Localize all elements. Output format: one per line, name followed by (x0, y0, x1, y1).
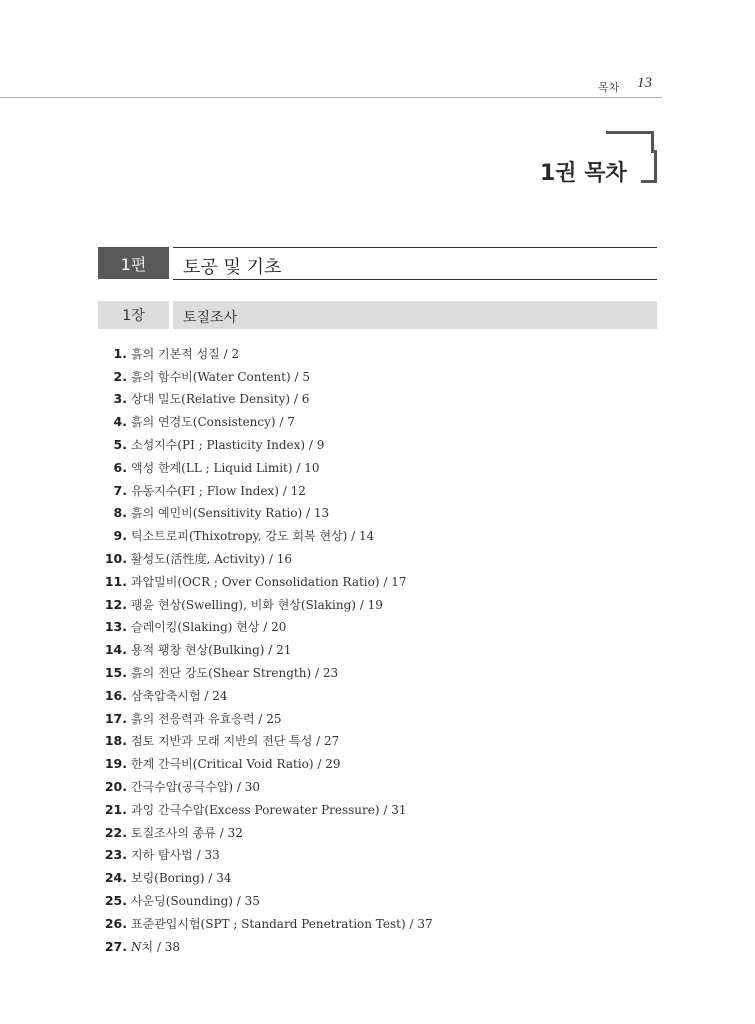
toc-item-text: 점토 지반과 모래 지반의 전단 특성 / 27 (131, 734, 340, 749)
toc-item-text: 보링(Boring) / 34 (131, 871, 232, 886)
toc-item-text-rest: 치 / 38 (141, 939, 181, 954)
toc-item-number: 25. (104, 893, 127, 909)
toc-item-number: 22. (104, 824, 127, 840)
toc-item-text: 흙의 함수비(Water Content) / 5 (131, 369, 310, 384)
toc-item-text: 흙의 예민비(Sensitivity Ratio) / 13 (131, 506, 330, 521)
toc-item[interactable] (90, 707, 660, 730)
toc-item-number: 12. (104, 596, 127, 612)
toc-item[interactable] (90, 593, 660, 616)
toc-item-text: 과잉 간극수압(Excess Porewater Pressure) / 31 (131, 802, 407, 817)
toc-item[interactable] (90, 730, 660, 753)
toc-item[interactable] (90, 433, 660, 456)
toc-item-text: 흙의 전응력과 유효응력 / 25 (131, 711, 282, 726)
toc-item-number: 23. (104, 847, 127, 863)
toc-item[interactable] (90, 798, 660, 821)
toc-item-text: 슬레이킹(Slaking) 현상 / 20 (131, 620, 287, 635)
toc-item-number: 3. (113, 391, 127, 407)
toc-item-text: 소성지수(PI ; Plasticity Index) / 9 (131, 438, 325, 453)
chapter-title: 토질조사 (183, 310, 238, 326)
toc-item-number: 8. (113, 505, 127, 521)
toc-item-text: 유동지수(FI ; Flow Index) / 12 (131, 483, 306, 498)
toc-item-text: 토질조사의 종류 / 32 (131, 825, 243, 840)
toc-item-number: 21. (104, 801, 127, 817)
toc-item-text: 용적 팽창 현상(Bulking) / 21 (131, 643, 292, 658)
part-rule-bottom (173, 279, 657, 280)
book-toc-title: 1권 목차 (540, 161, 627, 186)
part-label: 1편 (98, 247, 169, 279)
toc-item-text: 간극수압(공극수압) / 30 (131, 780, 261, 795)
toc-item-text: 상대 밀도(Relative Density) / 6 (131, 392, 310, 407)
chapter-label: 1장 (98, 301, 169, 329)
toc-item[interactable] (90, 479, 660, 502)
toc-item[interactable] (90, 547, 660, 570)
running-header-label: 목차 (598, 81, 620, 94)
toc-item-number: 15. (104, 665, 127, 681)
header-rule (0, 97, 662, 98)
toc-item-text: 한계 간극비(Critical Void Ratio) / 29 (131, 757, 341, 772)
toc-item-number: 9. (113, 528, 127, 544)
toc-item-text: 액성 한계(LL ; Liquid Limit) / 10 (131, 460, 320, 475)
toc-item-number: 20. (104, 779, 127, 795)
toc-item[interactable] (90, 365, 660, 388)
toc-item-number: 13. (104, 619, 127, 635)
toc-item-number: 19. (104, 756, 127, 772)
toc-item-number: 18. (104, 733, 127, 749)
toc-item-text: 흙의 전단 강도(Shear Strength) / 23 (131, 666, 339, 681)
toc-item-text: 사운딩(Sounding) / 35 (131, 894, 260, 909)
toc-item[interactable] (90, 638, 660, 661)
part-title: 토공 및 기초 (183, 257, 282, 278)
toc-item-text: 지하 탐사법 / 33 (131, 848, 220, 863)
toc-item[interactable] (90, 684, 660, 707)
toc-item-text: 틱소트로피(Thixotropy, 강도 회복 현상) / 14 (131, 529, 375, 544)
toc-item-text: 표준관입시험(SPT ; Standard Penetration Test) / 37 (131, 916, 433, 931)
toc-item[interactable] (90, 775, 660, 798)
toc-item[interactable] (90, 524, 660, 547)
toc-item[interactable] (90, 912, 660, 935)
toc-item-number: 24. (104, 870, 127, 886)
toc-item-text (131, 938, 180, 955)
toc-item-text: 활성도(活性度, Activity) / 16 (131, 552, 292, 567)
toc-item-number: 7. (113, 482, 127, 498)
toc-item-text: 삼축압축시험 / 24 (131, 688, 228, 703)
toc-item-text: 과압밀비(OCR ; Over Consolidation Ratio) / 17 (131, 574, 407, 589)
toc-item-text: 흙의 기본적 성질 / 2 (131, 346, 240, 361)
toc-item-number: 10. (104, 551, 127, 567)
toc-item[interactable] (90, 821, 660, 844)
toc-item-number: 2. (113, 368, 127, 384)
toc-item-number: 14. (104, 642, 127, 658)
toc-item-number: 17. (104, 710, 127, 726)
toc-item[interactable] (90, 410, 660, 433)
toc-item-number: 27. (104, 938, 127, 954)
toc-item[interactable] (90, 935, 660, 958)
toc-item-number: 1. (113, 345, 127, 361)
page-number: 13 (637, 75, 652, 91)
toc-item-text: 팽윤 현상(Swelling), 비화 현상(Slaking) / 19 (131, 597, 383, 612)
toc-item[interactable] (90, 616, 660, 639)
toc-item[interactable] (90, 844, 660, 867)
toc-item-number: 6. (113, 459, 127, 475)
toc-item[interactable] (90, 889, 660, 912)
toc-item[interactable] (90, 752, 660, 775)
toc-item-number: 16. (104, 687, 127, 703)
toc-item-text: 흙의 연경도(Consistency) / 7 (131, 415, 295, 430)
toc-item[interactable] (90, 502, 660, 525)
toc-list (90, 342, 660, 958)
toc-item-number: 26. (104, 915, 127, 931)
toc-item[interactable] (90, 456, 660, 479)
toc-item-number: 4. (113, 414, 127, 430)
toc-item[interactable] (90, 661, 660, 684)
toc-item-number: 11. (104, 573, 127, 589)
toc-item-number: 5. (113, 437, 127, 453)
chapter-bar (173, 301, 657, 329)
toc-item[interactable] (90, 866, 660, 889)
part-rule-top (173, 247, 657, 248)
toc-item[interactable] (90, 342, 660, 365)
toc-item-italic-symbol: N (131, 939, 142, 954)
title-bracket-bottom (641, 150, 657, 183)
toc-item[interactable] (90, 570, 660, 593)
toc-item[interactable] (90, 388, 660, 411)
